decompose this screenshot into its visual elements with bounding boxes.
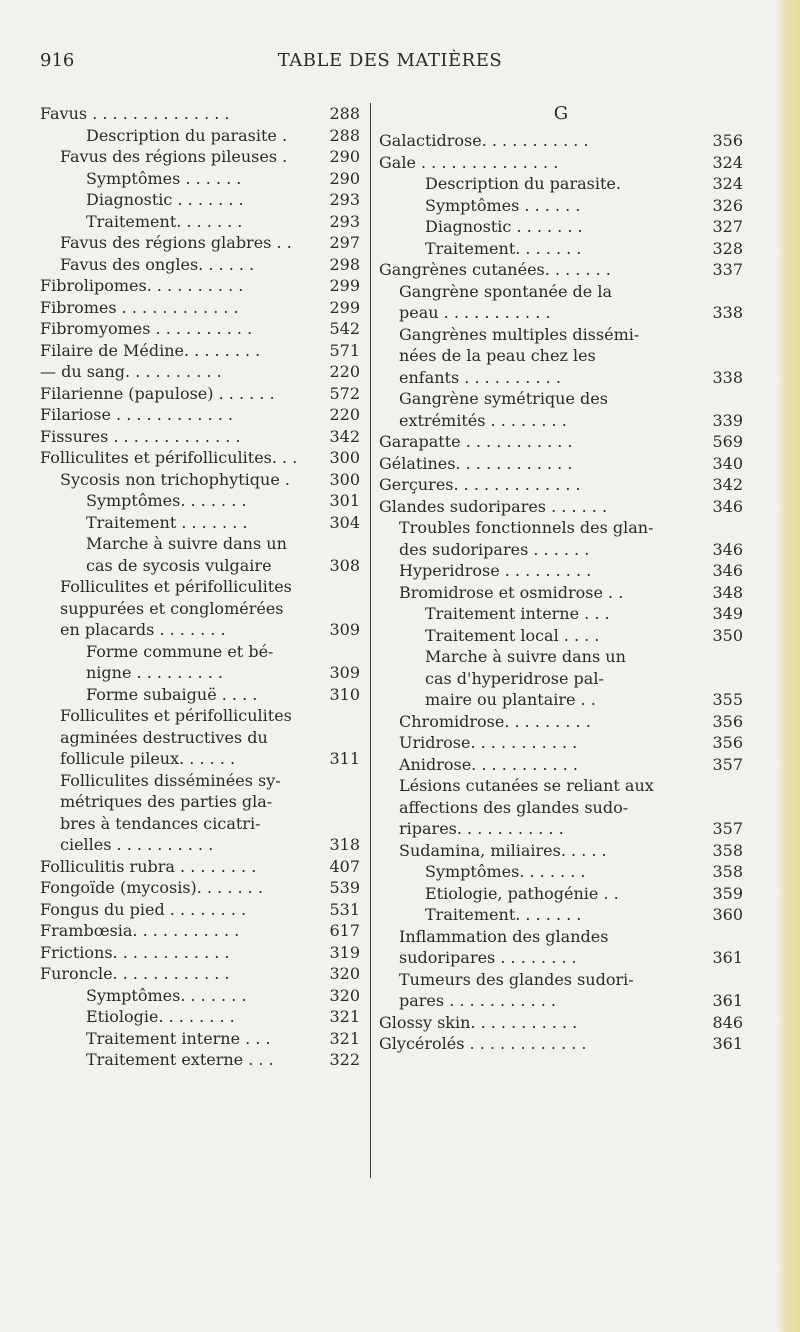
index-entry — [379, 238, 743, 260]
index-entry-page: 304 — [329, 512, 360, 532]
index-entry-label: Traitement. . . . . . . — [86, 211, 243, 231]
index-entry-label: Symptômes . . . . . . — [86, 168, 242, 188]
index-entry — [40, 985, 360, 1007]
index-entry-label: Tumeurs des glandes sudori- — [399, 969, 634, 989]
index-entry — [379, 969, 743, 991]
index-entry-page: 346 — [712, 496, 743, 516]
index-entry — [40, 813, 360, 835]
index-entry-page: 290 — [329, 168, 360, 188]
index-entry-label: Favus des régions glabres . . — [60, 233, 292, 252]
index-entry — [379, 453, 743, 475]
index-entry-label: Gangrènes multiples dissémi- — [399, 324, 640, 344]
index-entry-label: Traitement local . . . . — [425, 625, 600, 645]
index-entry-page: 355 — [712, 690, 743, 709]
index-entry-label: Folliculites et périfolliculites — [60, 706, 292, 725]
index-entry — [40, 920, 360, 942]
index-entry-label: Marche à suivre dans un — [425, 647, 626, 666]
index-entry-label: maire ou plantaire . . — [425, 690, 596, 709]
index-entry — [379, 281, 743, 303]
index-entry — [40, 125, 360, 147]
index-entry — [379, 560, 743, 582]
index-entry — [40, 727, 360, 749]
index-entry — [40, 275, 360, 297]
index-entry-label: Etiologie, pathogénie . . — [425, 883, 619, 903]
index-entry-page: 350 — [712, 625, 743, 645]
index-entry-label: Sycosis non trichophytique . — [60, 469, 290, 489]
index-entry-label: Folliculites disséminées sy- — [60, 770, 281, 790]
index-entry-label: Fibrolipomes. . . . . . . . . . — [40, 276, 244, 295]
index-entry-page: 357 — [712, 819, 743, 838]
index-entry-page: 349 — [712, 604, 743, 623]
index-entry — [379, 668, 743, 690]
section-heading-g: G — [553, 103, 569, 124]
index-entry-page: 299 — [329, 276, 360, 295]
index-entry — [40, 297, 360, 319]
index-entry — [40, 598, 360, 620]
index-entry-page: 356 — [712, 733, 743, 752]
left-index-column — [40, 103, 360, 1071]
index-entry — [379, 517, 743, 539]
index-entry-label: Filaire de Médine. . . . . . . . — [40, 340, 261, 360]
index-entry-label: Symptômes . . . . . . — [425, 195, 581, 215]
index-entry-label: Gélatines. . . . . . . . . . . . — [379, 453, 573, 473]
index-entry-label: Gale . . . . . . . . . . . . . . — [379, 152, 559, 172]
column-divider — [370, 103, 371, 1178]
index-entry-page: 220 — [329, 405, 360, 424]
index-entry-page: 324 — [712, 152, 743, 172]
index-entry-label: cas d'hyperidrose pal- — [425, 668, 604, 688]
index-entry-label: Traitement interne . . . — [86, 1028, 271, 1048]
index-entry-page: 320 — [329, 985, 360, 1005]
index-entry-page: 340 — [712, 453, 743, 473]
index-entry-page: 572 — [329, 383, 360, 403]
index-entry-label: cielles . . . . . . . . . . — [60, 835, 214, 854]
index-entry — [40, 856, 360, 878]
index-entry-label: Symptômes. . . . . . . — [86, 491, 247, 510]
index-entry — [40, 791, 360, 813]
index-entry-page: 293 — [329, 211, 360, 231]
index-entry-page: 288 — [329, 125, 360, 145]
index-entry-label: Bromidrose et osmidrose . . — [399, 582, 624, 602]
index-entry-page: 293 — [329, 190, 360, 209]
index-entry-page: 310 — [329, 684, 360, 704]
index-entry — [379, 324, 743, 346]
index-entry-label: Folliculites et périfolliculites — [60, 577, 292, 596]
right-index-column — [379, 130, 743, 1055]
index-entry-label: Folliculitis rubra . . . . . . . . — [40, 856, 257, 876]
index-entry-label: Favus . . . . . . . . . . . . . . — [40, 104, 230, 123]
index-entry-label: Gangrène spontanée de la — [399, 281, 612, 301]
index-entry-page: 846 — [712, 1012, 743, 1032]
index-entry-page: 311 — [329, 749, 360, 768]
index-entry-label: Furoncle. . . . . . . . . . . . — [40, 964, 230, 983]
index-entry-page: 301 — [329, 491, 360, 510]
index-entry-label: Fibromes . . . . . . . . . . . . — [40, 297, 239, 317]
index-entry-label: Forme subaiguë . . . . — [86, 684, 258, 704]
index-entry — [40, 1028, 360, 1050]
index-entry-page: 339 — [712, 410, 743, 430]
index-entry-page: 337 — [712, 260, 743, 279]
index-entry-label: Garapatte . . . . . . . . . . . — [379, 432, 573, 451]
index-entry — [40, 942, 360, 964]
index-entry — [379, 904, 743, 926]
index-entry — [379, 582, 743, 604]
index-entry — [40, 168, 360, 190]
index-entry — [40, 426, 360, 448]
index-entry — [40, 447, 360, 469]
index-entry — [379, 410, 743, 432]
index-entry-label: agminées destructives du — [60, 727, 268, 747]
index-entry — [40, 834, 360, 856]
index-entry-page: 320 — [329, 964, 360, 983]
index-entry — [40, 490, 360, 512]
index-entry — [379, 775, 743, 797]
page-header — [40, 50, 740, 78]
page-edge — [778, 0, 800, 1332]
index-entry-label: Sudamina, miliaires. . . . . — [399, 840, 607, 860]
index-entry-page: 290 — [329, 147, 360, 166]
index-entry — [379, 539, 743, 561]
index-entry-page: 348 — [712, 582, 743, 602]
index-entry — [379, 259, 743, 281]
index-entry — [379, 883, 743, 905]
index-entry — [40, 1049, 360, 1071]
index-entry-label: Gerçures. . . . . . . . . . . . . — [379, 475, 581, 494]
index-entry-label: Forme commune et bé- — [86, 641, 274, 661]
index-entry-label: Traitement . . . . . . . — [86, 512, 248, 532]
index-entry-label: peau . . . . . . . . . . . — [399, 303, 551, 322]
index-entry — [40, 318, 360, 340]
index-entry-label: nigne . . . . . . . . . — [86, 663, 223, 682]
index-entry-label: Fibromyomes . . . . . . . . . . — [40, 319, 253, 338]
index-entry-label: Inflammation des glandes — [399, 926, 609, 946]
index-entry-page: 327 — [712, 217, 743, 236]
index-entry-page: 298 — [329, 254, 360, 274]
index-entry-label: bres à tendances cicatri- — [60, 813, 261, 833]
index-entry — [40, 770, 360, 792]
index-entry — [40, 103, 360, 125]
index-entry-label: Traitement externe . . . — [86, 1050, 274, 1069]
index-entry-label: Frambœsia. . . . . . . . . . . — [40, 921, 240, 940]
index-entry-label: des sudoripares . . . . . . — [399, 539, 590, 559]
index-entry — [40, 684, 360, 706]
index-entry-label: Description du parasite. — [425, 174, 621, 193]
index-entry-label: extrémités . . . . . . . . — [399, 410, 567, 430]
index-entry-page: 357 — [712, 754, 743, 774]
index-entry-label: ripares. . . . . . . . . . . — [399, 819, 564, 838]
index-entry-page: 569 — [712, 432, 743, 451]
index-entry-label: Uridrose. . . . . . . . . . . — [399, 733, 578, 752]
index-entry-page: 288 — [329, 104, 360, 123]
index-entry — [379, 732, 743, 754]
index-entry-label: Filarienne (papulose) . . . . . . — [40, 383, 275, 403]
index-entry-page: 308 — [329, 555, 360, 575]
index-entry — [379, 818, 743, 840]
index-entry-label: pares . . . . . . . . . . . — [399, 991, 556, 1010]
index-entry-label: Description du parasite . — [86, 125, 288, 145]
index-entry — [40, 232, 360, 254]
index-entry-label: Chromidrose. . . . . . . . . — [399, 711, 591, 731]
index-entry — [379, 947, 743, 969]
index-entry — [40, 705, 360, 727]
index-entry-label: Traitement. . . . . . . — [425, 238, 582, 258]
index-entry-page: 324 — [712, 174, 743, 193]
index-entry — [379, 1012, 743, 1034]
index-entry — [40, 533, 360, 555]
index-entry — [40, 576, 360, 598]
index-entry — [379, 130, 743, 152]
index-entry-page: 361 — [712, 1034, 743, 1053]
index-entry-page: 309 — [329, 620, 360, 639]
index-entry — [379, 496, 743, 518]
index-entry-label: Fissures . . . . . . . . . . . . . — [40, 426, 241, 446]
index-entry — [379, 861, 743, 883]
index-entry-label: enfants . . . . . . . . . . — [399, 367, 561, 387]
index-entry-label: Traitement interne . . . — [425, 604, 610, 623]
index-entry — [379, 646, 743, 668]
index-entry — [40, 512, 360, 534]
index-entry-label: Anidrose. . . . . . . . . . . — [399, 754, 578, 774]
index-entry-page: 346 — [712, 561, 743, 580]
index-entry-page: 297 — [329, 233, 360, 252]
index-entry-page: 356 — [712, 131, 743, 150]
index-entry-label: Fongoïde (mycosis). . . . . . . — [40, 878, 263, 897]
index-entry — [379, 173, 743, 195]
index-entry-label: cas de sycosis vulgaire — [86, 555, 272, 575]
index-entry-label: Etiologie. . . . . . . . — [86, 1007, 235, 1026]
page-number: 916 — [40, 50, 75, 71]
index-entry-label: Lésions cutanées se reliant aux — [399, 776, 654, 795]
index-entry-label: Troubles fonctionnels des glan- — [399, 518, 654, 537]
index-entry — [379, 926, 743, 948]
index-entry — [379, 195, 743, 217]
index-entry — [379, 302, 743, 324]
index-entry-page: 322 — [329, 1050, 360, 1069]
index-entry-label: Fongus du pied . . . . . . . . — [40, 899, 247, 919]
index-entry-page: 300 — [329, 448, 360, 467]
index-entry — [379, 603, 743, 625]
index-entry — [40, 469, 360, 491]
index-entry-page: 342 — [329, 426, 360, 446]
index-entry-label: affections des glandes sudo- — [399, 797, 629, 817]
index-entry-label: suppurées et conglomérées — [60, 598, 284, 618]
index-entry — [40, 619, 360, 641]
index-entry-label: Symptômes. . . . . . . — [86, 985, 247, 1005]
index-entry-page: 300 — [329, 469, 360, 489]
index-entry-page: 338 — [712, 303, 743, 322]
index-entry — [379, 711, 743, 733]
index-entry — [40, 1006, 360, 1028]
index-entry-page: 299 — [329, 297, 360, 317]
index-entry — [40, 361, 360, 383]
index-entry-page: 361 — [712, 948, 743, 967]
index-entry — [379, 625, 743, 647]
index-entry — [40, 383, 360, 405]
index-entry-page: 361 — [712, 991, 743, 1010]
index-entry-label: Glandes sudoripares . . . . . . — [379, 496, 608, 516]
index-entry-page: 571 — [329, 340, 360, 360]
index-entry — [379, 388, 743, 410]
index-entry — [40, 641, 360, 663]
index-entry — [40, 748, 360, 770]
index-entry — [40, 555, 360, 577]
index-entry-page: 220 — [329, 362, 360, 381]
index-entry-label: Marche à suivre dans un — [86, 534, 287, 553]
index-entry-page: 356 — [712, 711, 743, 731]
index-entry-label: Folliculites et périfolliculites. . . — [40, 448, 298, 467]
index-entry — [379, 754, 743, 776]
index-entry — [40, 963, 360, 985]
index-entry-page: 319 — [329, 942, 360, 962]
index-entry-label: Diagnostic . . . . . . . — [86, 190, 244, 209]
index-entry — [379, 840, 743, 862]
index-entry-page: 321 — [329, 1028, 360, 1048]
index-entry-label: follicule pileux. . . . . . — [60, 749, 236, 768]
index-entry — [40, 211, 360, 233]
index-entry-label: Filariose . . . . . . . . . . . . — [40, 405, 234, 424]
index-entry-page: 542 — [329, 319, 360, 338]
index-entry-label: en placards . . . . . . . — [60, 620, 226, 639]
index-entry-label: Glycérolés . . . . . . . . . . . . — [379, 1034, 587, 1053]
index-entry — [379, 345, 743, 367]
index-entry-label: nées de la peau chez les — [399, 346, 596, 365]
index-entry — [379, 367, 743, 389]
index-entry — [40, 189, 360, 211]
index-entry-label: Traitement. . . . . . . — [425, 905, 582, 924]
index-entry-label: — du sang. . . . . . . . . . — [40, 362, 222, 381]
index-entry — [379, 474, 743, 496]
index-entry — [40, 340, 360, 362]
index-entry-page: 318 — [329, 835, 360, 854]
index-entry-page: 321 — [329, 1007, 360, 1026]
index-entry — [379, 152, 743, 174]
index-entry-label: Galactidrose. . . . . . . . . . . — [379, 131, 589, 150]
index-entry-page: 358 — [712, 862, 743, 881]
index-entry-page: 346 — [712, 539, 743, 559]
index-entry — [379, 1033, 743, 1055]
index-entry-label: Gangrènes cutanées. . . . . . . — [379, 260, 611, 279]
index-entry-page: 358 — [712, 840, 743, 860]
index-entry-label: Glossy skin. . . . . . . . . . . — [379, 1012, 578, 1032]
index-entry-page: 342 — [712, 475, 743, 494]
index-entry — [40, 146, 360, 168]
index-entry-page: 407 — [329, 856, 360, 876]
index-entry — [40, 662, 360, 684]
index-entry-page: 326 — [712, 195, 743, 215]
index-entry — [379, 216, 743, 238]
index-entry-label: sudoripares . . . . . . . . — [399, 948, 577, 967]
index-entry — [379, 990, 743, 1012]
index-entry-page: 539 — [329, 878, 360, 897]
index-entry-page: 531 — [329, 899, 360, 919]
index-entry — [40, 877, 360, 899]
index-entry-label: Frictions. . . . . . . . . . . . — [40, 942, 230, 962]
index-entry-page: 359 — [712, 883, 743, 903]
index-entry-label: Symptômes. . . . . . . — [425, 862, 586, 881]
index-entry-page: 360 — [712, 905, 743, 924]
page-title: TABLE DES MATIÈRES — [277, 50, 503, 71]
index-entry-page: 617 — [329, 921, 360, 940]
index-entry-label: Favus des régions pileuses . — [60, 147, 288, 166]
index-entry-label: Gangrène symétrique des — [399, 389, 608, 408]
index-entry — [379, 797, 743, 819]
index-entry — [40, 404, 360, 426]
index-entry — [379, 431, 743, 453]
index-entry-page: 309 — [329, 663, 360, 682]
index-entry — [40, 254, 360, 276]
index-entry-label: Favus des ongles. . . . . . — [60, 254, 255, 274]
index-entry-page: 338 — [712, 367, 743, 387]
index-entry-label: Hyperidrose . . . . . . . . . — [399, 561, 592, 580]
index-entry — [379, 689, 743, 711]
index-entry-label: métriques des parties gla- — [60, 792, 273, 811]
index-entry-page: 328 — [712, 238, 743, 258]
index-entry — [40, 899, 360, 921]
index-entry-label: Diagnostic . . . . . . . — [425, 217, 583, 236]
